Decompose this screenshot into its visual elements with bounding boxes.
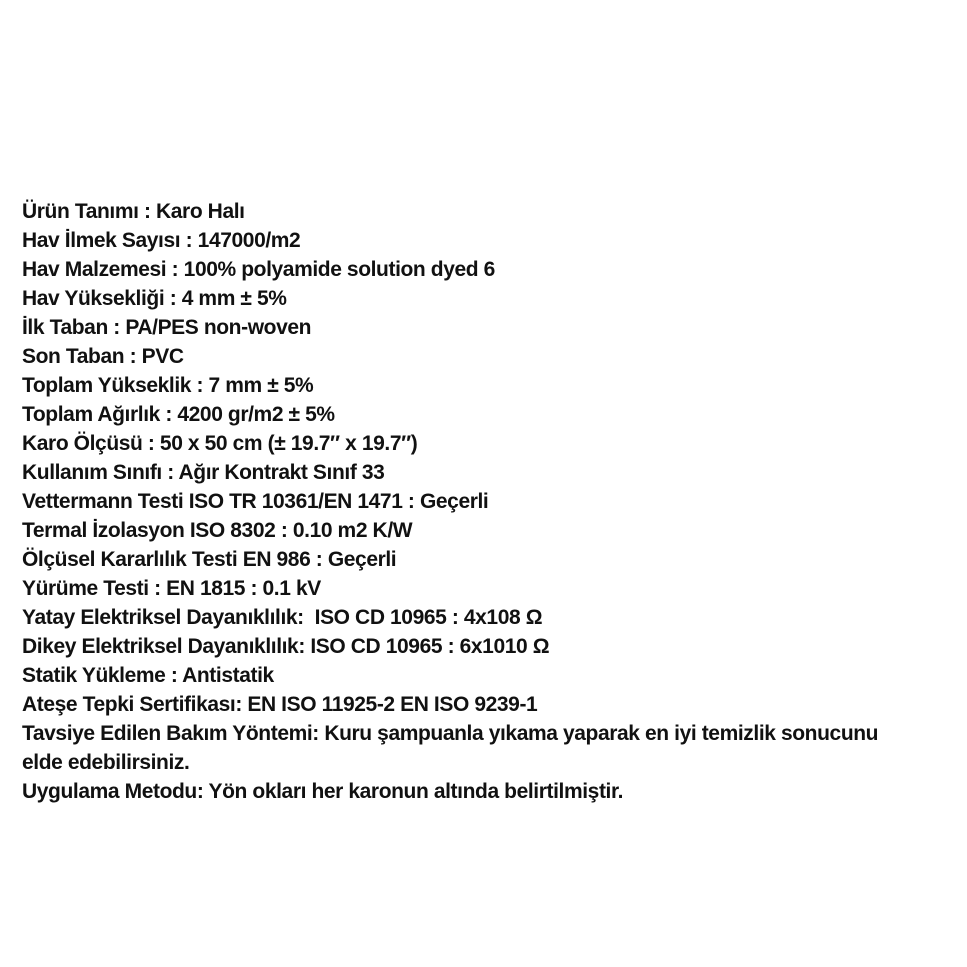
spec-text-block: [22, 197, 962, 806]
spec-line: Ateşe Tepki Sertifikası: EN ISO 11925-2 EN ISO 9239-1: [22, 693, 538, 716]
spec-line: Yatay Elektriksel Dayanıklılık: ISO CD 10965 : 4x108 Ω: [22, 606, 543, 629]
spec-line: Tavsiye Edilen Bakım Yöntemi: Kuru şampuanla yıkama yaparak en iyi temizlik sonucunu: [22, 722, 879, 745]
spec-line: Hav Yüksekliği : 4 mm ± 5%: [22, 287, 287, 310]
spec-line: Hav İlmek Sayısı : 147000/m2: [22, 229, 301, 252]
spec-line: Vettermann Testi ISO TR 10361/EN 1471 : Geçerli: [22, 490, 489, 513]
spec-line: Karo Ölçüsü : 50 x 50 cm (± 19.7″ x 19.7″): [22, 432, 418, 455]
spec-line: Statik Yükleme : Antistatik: [22, 664, 274, 687]
spec-line: Kullanım Sınıfı : Ağır Kontrakt Sınıf 33: [22, 461, 385, 484]
spec-line: Uygulama Metodu: Yön okları her karonun altında belirtilmiştir.: [22, 780, 624, 803]
spec-line: İlk Taban : PA/PES non-woven: [22, 316, 312, 339]
spec-line: Dikey Elektriksel Dayanıklılık: ISO CD 10965 : 6x1010 Ω: [22, 635, 550, 658]
spec-line: Toplam Yükseklik : 7 mm ± 5%: [22, 374, 314, 397]
spec-line: Termal İzolasyon ISO 8302 : 0.10 m2 K/W: [22, 519, 413, 542]
spec-line: Hav Malzemesi : 100% polyamide solution dyed 6: [22, 258, 495, 281]
spec-line: Son Taban : PVC: [22, 345, 184, 368]
spec-line: Ürün Tanımı : Karo Halı: [22, 200, 245, 223]
spec-line: Toplam Ağırlık : 4200 gr/m2 ± 5%: [22, 403, 335, 426]
spec-line: elde edebilirsiniz.: [22, 751, 190, 774]
spec-line: Yürüme Testi : EN 1815 : 0.1 kV: [22, 577, 321, 600]
spec-line: Ölçüsel Kararlılık Testi EN 986 : Geçerli: [22, 548, 397, 571]
